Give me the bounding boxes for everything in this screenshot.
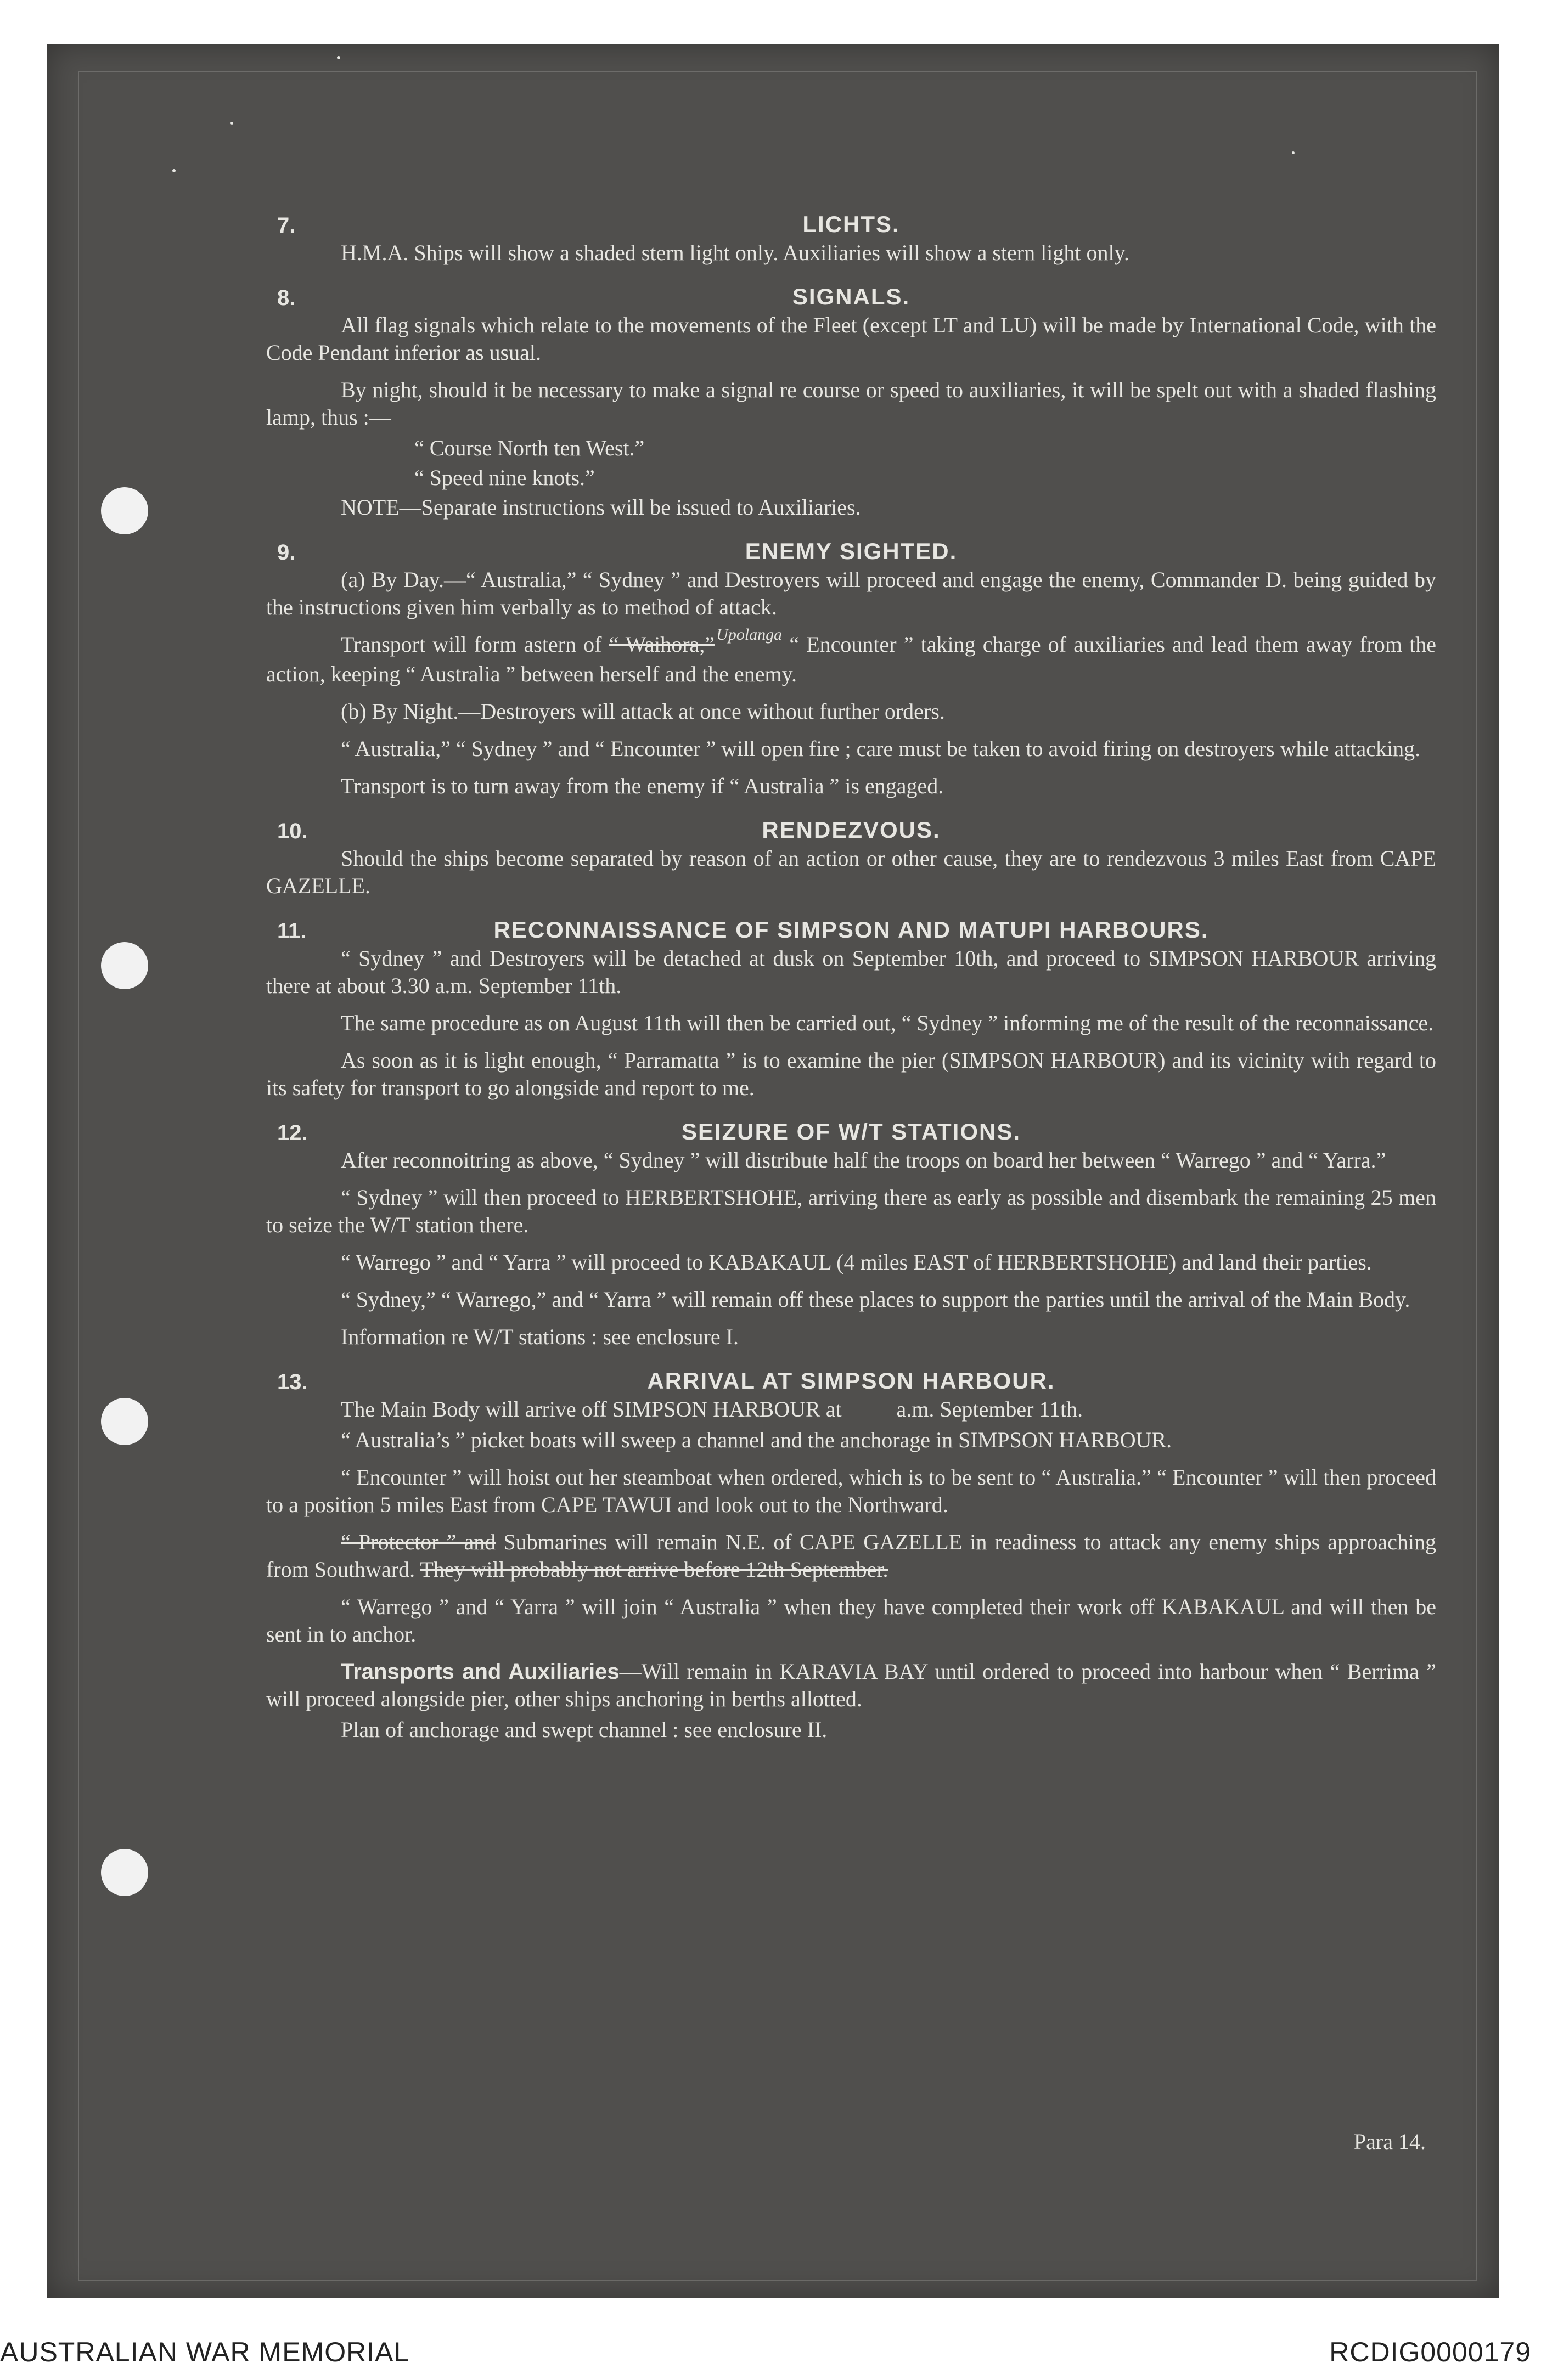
section-heading [266, 814, 1436, 845]
text-run: “ Encounter ” taking charge of auxiliaries and lead them away from the action, keeping “ Australia ” between herself and the enemy. [266, 632, 1436, 686]
paragraph: All flag signals which relate to the movements of the Fleet (except LT and LU) will be made by International Code, with the Code Pendant inferior as usual. [266, 313, 1436, 365]
section-heading [266, 1116, 1436, 1147]
section-heading [266, 281, 1436, 312]
paragraph: “ Sydney ” and Destroyers will be detached at dusk on September 10th, and proceed to SIMPSON HARBOUR arriving there at about 3.30 a.m. September 11th. [266, 946, 1436, 998]
punch-hole [101, 487, 148, 534]
paragraph: By night, should it be necessary to make a signal re course or speed to auxiliaries, it will be spelt out with a shaded flashing lamp, thus :— [266, 377, 1436, 430]
text-run: Transport will form astern of [341, 632, 602, 657]
paragraph: “ Sydney,” “ Warrego,” and “ Yarra ” will remain off these places to support the parties until the arrival of the Main Body. [341, 1287, 1410, 1312]
paragraph: Plan of anchorage and swept channel : see enclosure II. [341, 1717, 828, 1742]
punch-hole [101, 1849, 148, 1896]
quoted-signal: “ Course North ten West.” [414, 436, 645, 460]
paragraph [266, 1529, 1436, 1583]
paragraph: Should the ships become separated by reason of an action or other cause, they are to rendezvous 3 miles East from CAPE GAZELLE. [266, 846, 1436, 898]
quoted-signal: “ Speed nine knots.” [414, 465, 595, 490]
section-title: SIGNALS. [792, 284, 910, 309]
section-title: RENDEZVOUS. [762, 817, 941, 843]
speck [1292, 151, 1295, 154]
punch-hole [101, 942, 148, 989]
section-heading [266, 208, 1436, 239]
paragraph: (a) By Day.—“ Australia,” “ Sydney ” and Destroyers will proceed and engage the enemy, Commander D. being guided by the instructions given him verbally as to method of attack. [266, 567, 1436, 619]
struck-text: They will probably not arrive before 12th September. [420, 1557, 888, 1582]
section-number: 7. [277, 213, 296, 238]
paragraph: “ Sydney ” will then proceed to HERBERTSHOHE, arriving there as early as possible and disembark the remaining 25 men to seize the W/T station there. [266, 1185, 1436, 1237]
struck-text: “ Protector ” and [341, 1530, 496, 1554]
punch-hole [101, 1398, 148, 1445]
paragraph: The Main Body will arrive off SIMPSON HARBOUR at a.m. September 11th. [341, 1397, 1083, 1422]
archive-caption-left: AUSTRALIAN WAR MEMORIAL [0, 2337, 410, 2367]
section-number: 8. [277, 286, 296, 310]
paragraph: Information re W/T stations : see enclosure I. [341, 1324, 739, 1349]
bold-lead: Transports and Auxiliaries [341, 1660, 620, 1684]
paragraph: “ Warrego ” and “ Yarra ” will proceed to KABAKAUL (4 miles EAST of HERBERTSHOHE) and land their parties. [341, 1250, 1372, 1274]
section-heading [266, 1365, 1436, 1396]
section-heading [266, 535, 1436, 566]
continuation-note: Para 14. [1353, 2129, 1426, 2154]
section-title: ARRIVAL AT SIMPSON HARBOUR. [647, 1368, 1055, 1394]
section-number: 10. [277, 819, 308, 843]
paragraph: “ Australia,” “ Sydney ” and “ Encounter ” will open fire ; care must be taken to avoid firing on destroyers while attacking. [341, 736, 1421, 761]
paragraph: “ Australia’s ” picket boats will sweep a channel and the anchorage in SIMPSON HARBOUR. [341, 1428, 1172, 1452]
section-title: ENEMY SIGHTED. [745, 538, 958, 564]
archive-caption-right: RCDIG0000179 [1329, 2337, 1531, 2367]
text-run: —Will remain in KARAVIA BAY until ordered to proceed into harbour when “ Berrima ” will proceed alongside pier, other ships anchoring in berths allotted. [266, 1659, 1436, 1711]
paragraph: “ Warrego ” and “ Yarra ” will join “ Australia ” when they have completed their work off KABAKAUL and will then be sent in to anchor. [266, 1594, 1436, 1646]
paragraph [266, 1658, 1436, 1713]
text-run: Submarines will remain N.E. of CAPE GAZELLE in readiness to attack any enemy ships approaching from Southward. [266, 1530, 1437, 1582]
struck-text: “ Waihora,” [609, 632, 715, 657]
section-title: SEIZURE OF W/T STATIONS. [681, 1119, 1021, 1144]
speck [230, 122, 233, 125]
paragraph: The same procedure as on August 11th will then be carried out, “ Sydney ” informing me of the result of the reconnaissance. [341, 1011, 1434, 1035]
paragraph [266, 625, 1436, 688]
paragraph: As soon as it is light enough, “ Parramatta ” is to examine the pier (SIMPSON HARBOUR) and its vicinity with regard to its safety for transport to go alongside and report to me. [266, 1048, 1436, 1100]
note: NOTE—Separate instructions will be issued to Auxiliaries. [341, 495, 861, 520]
handwritten-correction: Upolanga [716, 625, 783, 644]
paragraph: (b) By Night.—Destroyers will attack at once without further orders. [341, 699, 945, 724]
section-heading [266, 914, 1436, 945]
section-number: 12. [277, 1121, 308, 1145]
speck [337, 56, 340, 59]
speck [172, 169, 176, 172]
paragraph: After reconnoitring as above, “ Sydney ” will distribute half the troops on board her between “ Warrego ” and “ Yarra.” [341, 1148, 1386, 1172]
section-title: LICHTS. [802, 211, 900, 237]
section-title: RECONNAISSANCE OF SIMPSON AND MATUPI HARBOURS. [493, 917, 1209, 943]
paragraph: Transport is to turn away from the enemy if “ Australia ” is engaged. [341, 774, 944, 798]
section-number: 9. [277, 540, 296, 565]
paragraph: H.M.A. Ships will show a shaded stern light only. Auxiliaries will show a stern light only. [341, 240, 1129, 265]
section-number: 11. [277, 919, 307, 943]
document-body [266, 208, 1436, 1753]
paragraph: “ Encounter ” will hoist out her steamboat when ordered, which is to be sent to “ Australia.” “ Encounter ” will then proceed to a position 5 miles East from CAPE TAWUI and look out to the Northward. [266, 1465, 1436, 1517]
section-number: 13. [277, 1370, 308, 1394]
